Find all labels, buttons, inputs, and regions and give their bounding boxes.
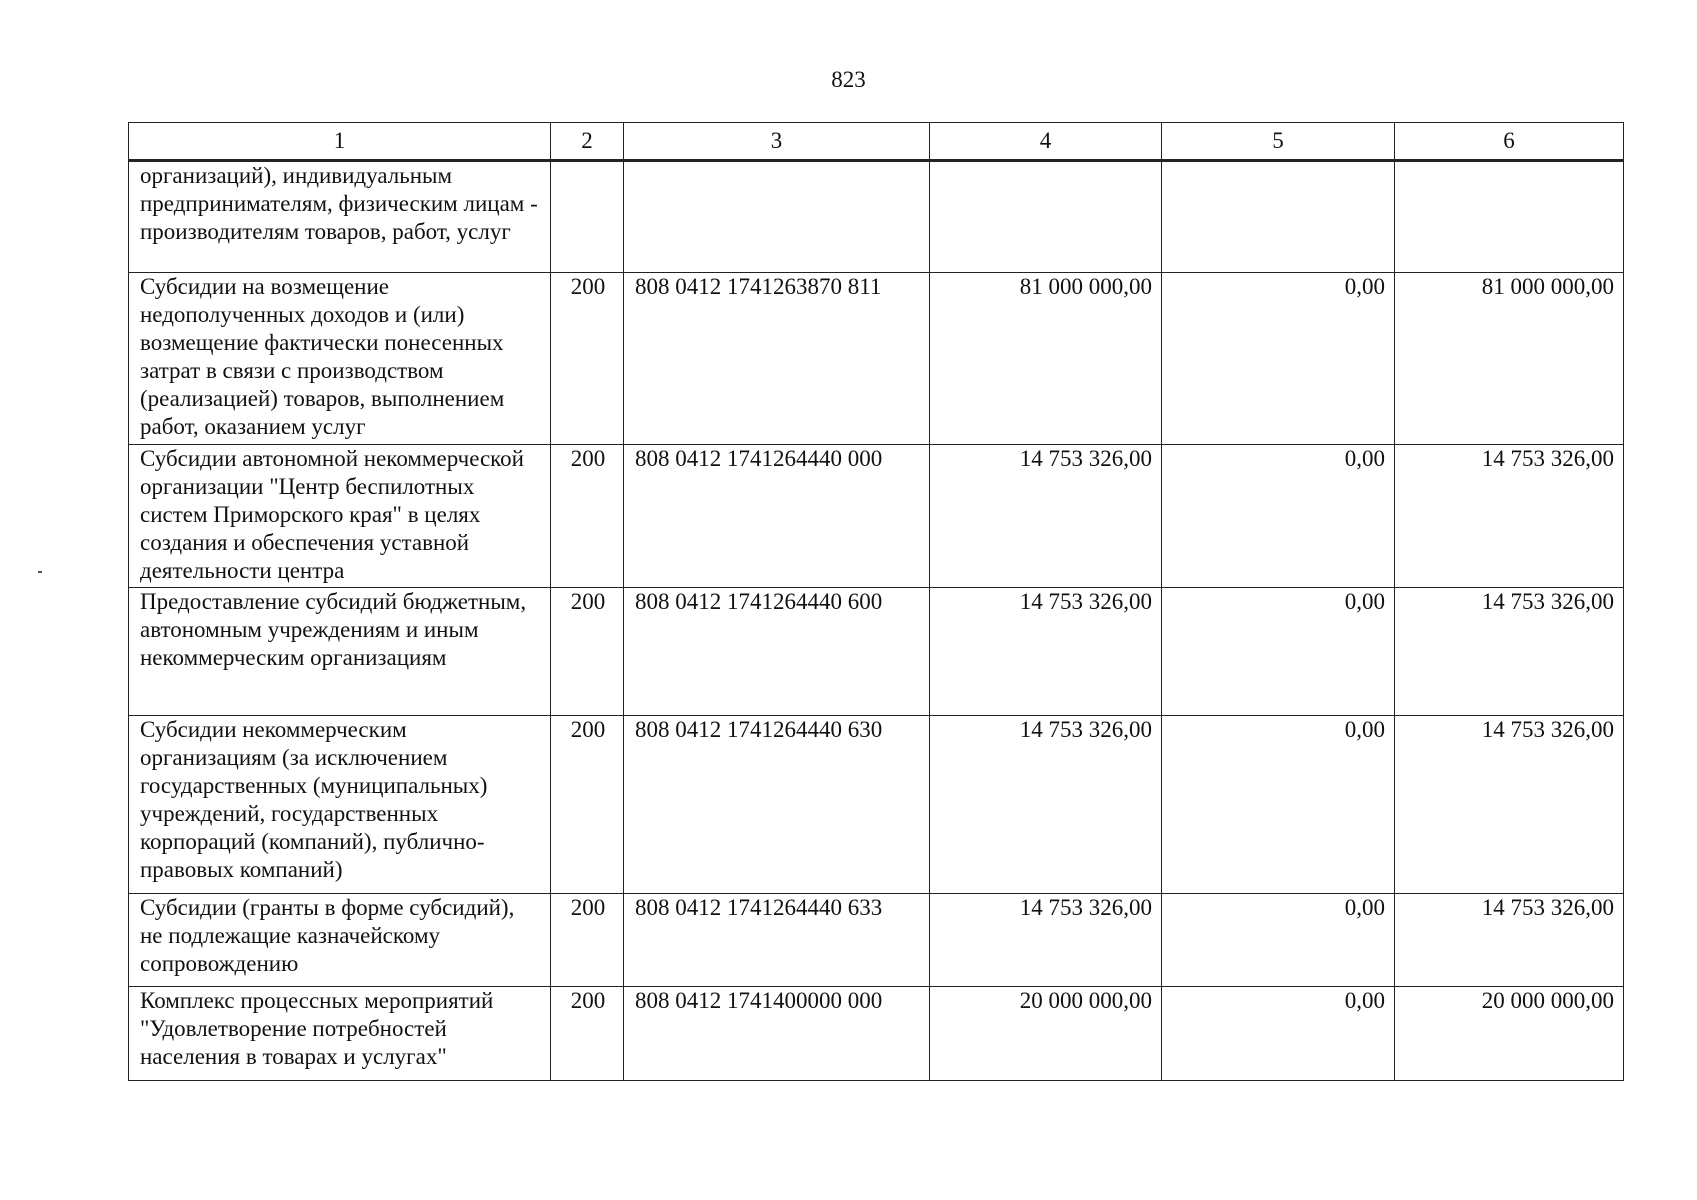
row-kbk xyxy=(624,161,930,273)
row-col5: 0,00 xyxy=(1162,894,1395,987)
header-row xyxy=(129,123,1624,161)
row-col5: 0,00 xyxy=(1162,987,1395,1081)
row-col5: 0,00 xyxy=(1162,273,1395,445)
row-code xyxy=(551,161,624,273)
header-col-6: 6 xyxy=(1395,123,1624,161)
scan-mark xyxy=(38,571,42,573)
row-code: 200 xyxy=(551,894,624,987)
row-name: Субсидии автономной некоммерческой организации "Центр беспилотных систем Приморского края" в целях создания и обеспечения уставной деятельности центра xyxy=(129,445,551,588)
header-col-4: 4 xyxy=(930,123,1162,161)
row-col4: 14 753 326,00 xyxy=(930,588,1162,716)
row-code: 200 xyxy=(551,588,624,716)
header-col-1: 1 xyxy=(129,123,551,161)
header-col-2: 2 xyxy=(551,123,624,161)
row-col5: 0,00 xyxy=(1162,716,1395,894)
table-row xyxy=(129,588,1624,716)
row-kbk: 808 0412 1741264440 630 xyxy=(624,716,930,894)
row-col5: 0,00 xyxy=(1162,445,1395,588)
row-col5 xyxy=(1162,161,1395,273)
row-col6: 81 000 000,00 xyxy=(1395,273,1624,445)
row-col4: 81 000 000,00 xyxy=(930,273,1162,445)
row-col6: 14 753 326,00 xyxy=(1395,445,1624,588)
budget-table xyxy=(128,122,1624,1081)
row-kbk: 808 0412 1741264440 633 xyxy=(624,894,930,987)
row-col6: 14 753 326,00 xyxy=(1395,588,1624,716)
table-row xyxy=(129,161,1624,273)
table-row xyxy=(129,987,1624,1081)
row-col6: 20 000 000,00 xyxy=(1395,987,1624,1081)
row-code: 200 xyxy=(551,987,624,1081)
row-name: Субсидии на возмещение недополученных доходов и (или) возмещение фактически понесенных затрат в связи с производством (реализацией) товаров, выполнением работ, оказанием услуг xyxy=(129,273,551,445)
table-row xyxy=(129,894,1624,987)
row-name: Комплекс процессных мероприятий "Удовлетворение потребностей населения в товарах и услугах" xyxy=(129,987,551,1081)
row-name: организаций), индивидуальным предпринимателям, физическим лицам - производителям товаров, работ, услуг xyxy=(129,161,551,273)
row-kbk: 808 0412 1741263870 811 xyxy=(624,273,930,445)
row-col5: 0,00 xyxy=(1162,588,1395,716)
row-col6: 14 753 326,00 xyxy=(1395,716,1624,894)
row-kbk: 808 0412 1741264440 600 xyxy=(624,588,930,716)
table-row xyxy=(129,445,1624,588)
row-code: 200 xyxy=(551,716,624,894)
table-row xyxy=(129,273,1624,445)
row-col6 xyxy=(1395,161,1624,273)
row-col4: 14 753 326,00 xyxy=(930,894,1162,987)
row-col4 xyxy=(930,161,1162,273)
row-kbk: 808 0412 1741264440 000 xyxy=(624,445,930,588)
table-row xyxy=(129,716,1624,894)
row-name: Субсидии некоммерческим организациям (за исключением государственных (муниципальных) учреждений, государственных корпораций (компаний), публично-правовых компаний) xyxy=(129,716,551,894)
row-col4: 20 000 000,00 xyxy=(930,987,1162,1081)
row-code: 200 xyxy=(551,273,624,445)
row-kbk: 808 0412 1741400000 000 xyxy=(624,987,930,1081)
header-col-5: 5 xyxy=(1162,123,1395,161)
row-name: Субсидии (гранты в форме субсидий), не подлежащие казначейскому сопровождению xyxy=(129,894,551,987)
row-col4: 14 753 326,00 xyxy=(930,716,1162,894)
header-col-3: 3 xyxy=(624,123,930,161)
row-col4: 14 753 326,00 xyxy=(930,445,1162,588)
row-col6: 14 753 326,00 xyxy=(1395,894,1624,987)
row-code: 200 xyxy=(551,445,624,588)
page-number: 823 xyxy=(831,67,866,92)
row-name: Предоставление субсидий бюджетным, автономным учреждениям и иным некоммерческим организациям xyxy=(129,588,551,716)
